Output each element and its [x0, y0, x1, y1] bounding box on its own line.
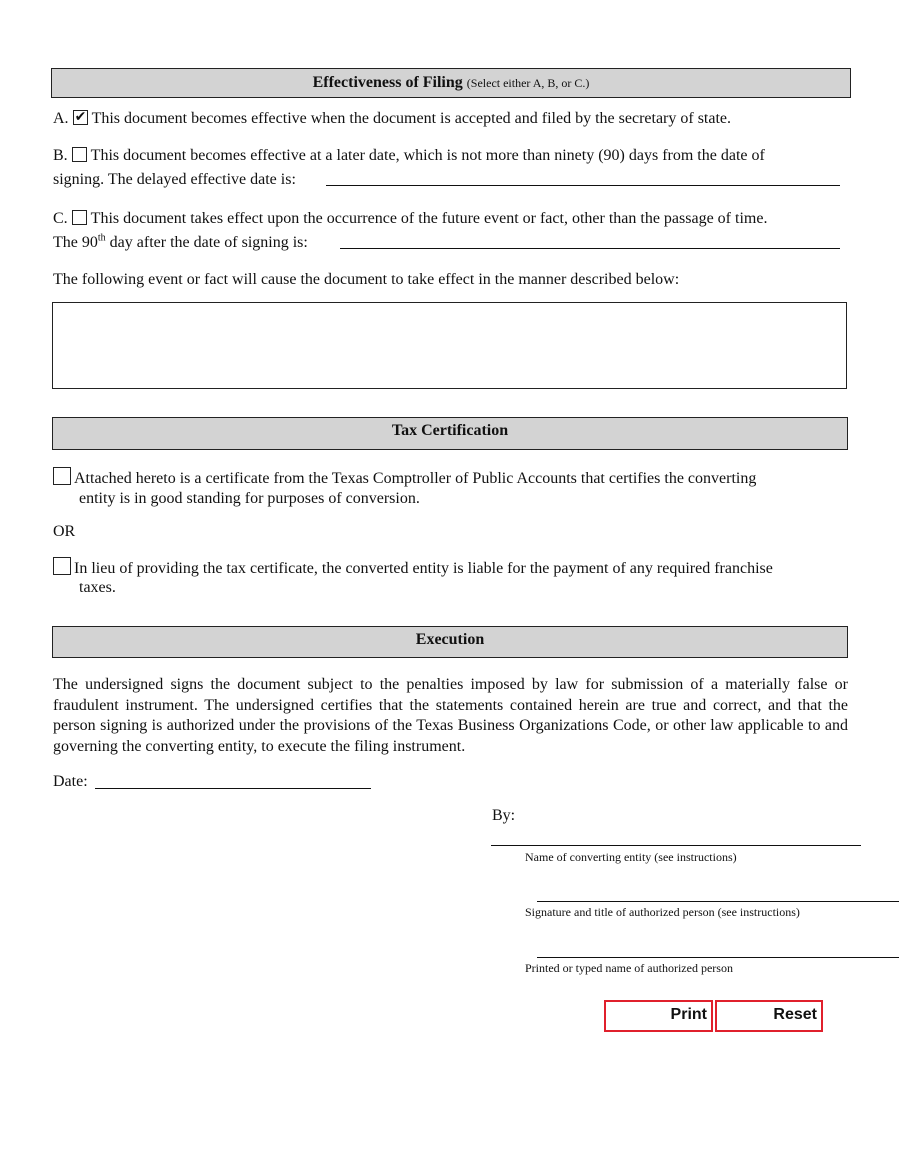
event-description-field[interactable]	[52, 302, 847, 389]
printed-name-field[interactable]	[537, 957, 899, 958]
date-label: Date:	[53, 773, 88, 790]
ninetieth-day-field[interactable]	[340, 248, 840, 249]
execution-title: Execution	[415, 631, 485, 648]
tax-option-2-row	[53, 557, 773, 579]
print-button[interactable]: Print	[604, 1000, 713, 1032]
tax-option-1-row	[53, 467, 756, 489]
delayed-date-field[interactable]	[326, 185, 840, 186]
option-a-letter: A.	[53, 110, 69, 127]
execution-header	[52, 626, 848, 658]
signature-label: Signature and title of authorized person (see instructions)	[525, 905, 800, 919]
converting-entity-field[interactable]	[491, 845, 861, 846]
option-b-checkbox[interactable]	[72, 147, 87, 162]
effectiveness-header	[51, 68, 851, 98]
option-c-checkbox[interactable]	[72, 210, 87, 225]
ninetieth-label-pre: The 90	[53, 234, 98, 251]
tax-certificate-checkbox[interactable]	[53, 467, 71, 485]
ninetieth-label-sup: th	[97, 232, 106, 244]
tax-certification-title: Tax Certification	[391, 422, 509, 439]
or-label: OR	[53, 523, 76, 540]
execution-paragraph: The undersigned signs the document subject to the penalties imposed by law for submission of a materially false or fraudulent instrument. The undersigned certifies that the statements contained herein are true and correct, and that the person signing is authorized under the provisions of the Texas Business Organizations Code, or other law applicable to and governing the converting entity, to execute the filing instrument.	[53, 676, 848, 755]
printed-name-label: Printed or typed name of authorized person	[525, 961, 733, 975]
converting-entity-label: Name of converting entity (see instructions)	[525, 850, 737, 864]
option-b-letter: B.	[53, 147, 68, 164]
option-a-checkbox[interactable]	[73, 110, 88, 125]
tax-option-1-line2: entity is in good standing for purposes of conversion.	[79, 490, 420, 507]
option-a-row	[53, 109, 731, 129]
effectiveness-title: Effectiveness of Filing	[312, 74, 463, 91]
option-b-line2	[53, 170, 296, 190]
option-b-row	[53, 146, 765, 166]
franchise-tax-checkbox[interactable]	[53, 557, 71, 575]
tax-certification-header	[52, 417, 848, 450]
event-prompt: The following event or fact will cause the document to take effect in the manner described below:	[53, 271, 680, 288]
option-c-letter: C.	[53, 210, 68, 227]
tax-option-1-line1: Attached hereto is a certificate from the Texas Comptroller of Public Accounts that certifies the converting	[74, 470, 757, 487]
date-field[interactable]	[95, 788, 371, 789]
option-a-text: This document becomes effective when the document is accepted and filed by the secretary of state.	[91, 110, 732, 127]
by-label: By:	[492, 807, 516, 824]
tax-option-2-line1: In lieu of providing the tax certificate, the converted entity is liable for the payment of any required franchise	[74, 560, 773, 577]
effectiveness-subtitle: (Select either A, B, or C.)	[466, 76, 590, 90]
option-b-date-label: signing. The delayed effective date is:	[53, 171, 296, 188]
option-c-text: This document takes effect upon the occurrence of the future event or fact, other than the passage of time.	[90, 210, 768, 227]
option-c-row	[53, 209, 767, 229]
signature-field[interactable]	[537, 901, 899, 902]
option-c-line2	[53, 233, 308, 253]
reset-button[interactable]: Reset	[715, 1000, 823, 1032]
ninetieth-label-post: day after the date of signing is:	[105, 234, 308, 251]
tax-option-2-line2: taxes.	[79, 579, 116, 596]
option-b-text: This document becomes effective at a later date, which is not more than ninety (90) days from the date of	[90, 147, 765, 164]
